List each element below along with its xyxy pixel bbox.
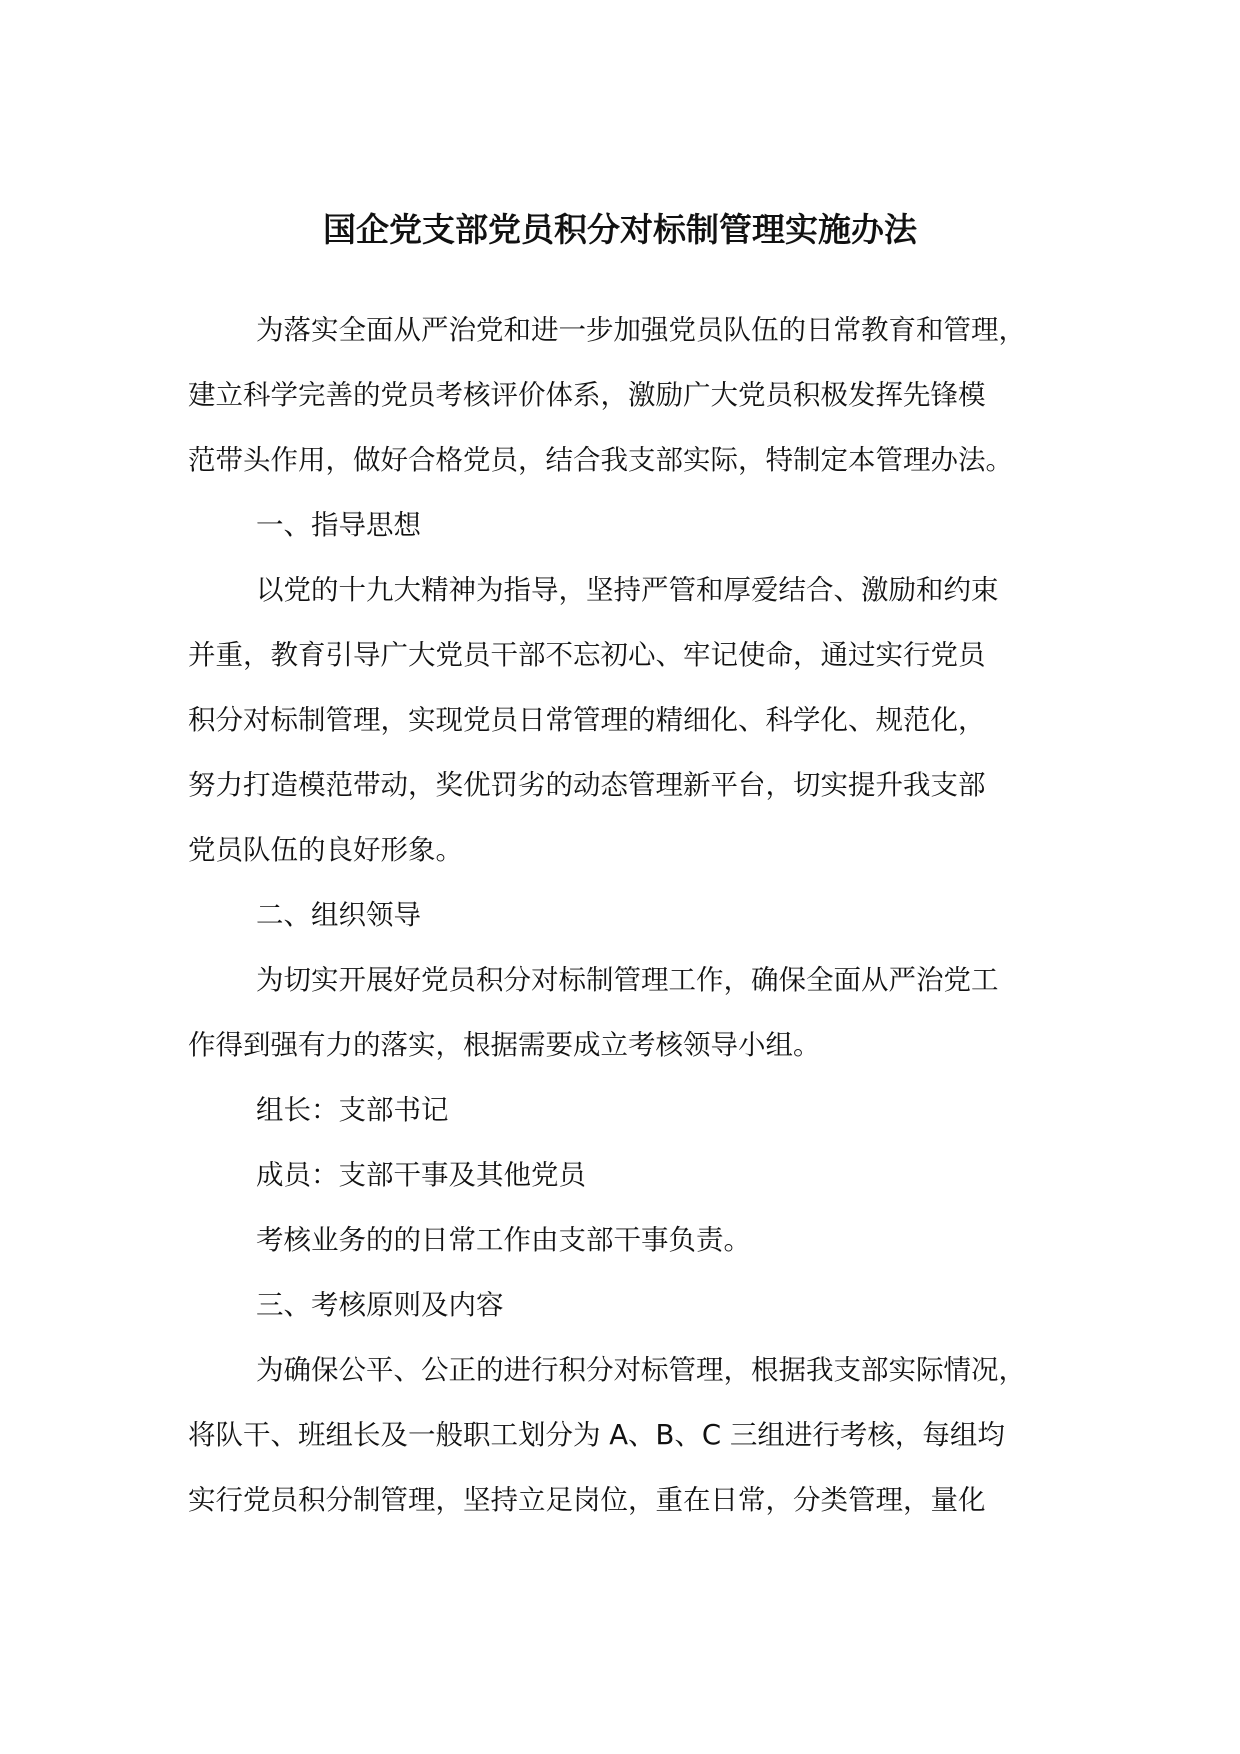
paragraph-line: 积分对标制管理，实现党员日常管理的精细化、科学化、规范化， xyxy=(188,704,986,736)
paragraph-line: 建立科学完善的党员考核评价体系，激励广大党员积极发挥先锋模 xyxy=(188,379,986,411)
paragraph-line: 党员队伍的良好形象。 xyxy=(188,834,463,866)
paragraph-line: 以党的十九大精神为指导，坚持严管和厚爱结合、激励和约束 xyxy=(256,574,999,606)
paragraph-line: 努力打造模范带动，奖优罚劣的动态管理新平台，切实提升我支部 xyxy=(188,769,986,801)
paragraph-line: 组长：支部书记 xyxy=(256,1094,449,1126)
paragraph-line: 将队干、班组长及一般职工划分为 A、B、C 三组进行考核，每组均 xyxy=(188,1419,1005,1451)
paragraph-line: 为落实全面从严治党和进一步加强党员队伍的日常教育和管理， xyxy=(256,314,1026,346)
paragraph-line: 范带头作用，做好合格党员，结合我支部实际，特制定本管理办法。 xyxy=(188,444,1013,476)
paragraph-line: 并重，教育引导广大党员干部不忘初心、牢记使命，通过实行党员 xyxy=(188,639,986,671)
paragraph-line: 作得到强有力的落实，根据需要成立考核领导小组。 xyxy=(188,1029,821,1061)
paragraph-line: 考核业务的的日常工作由支部干事负责。 xyxy=(256,1224,751,1256)
paragraph-line: 成员：支部干事及其他党员 xyxy=(256,1159,586,1191)
document-title: 国企党支部党员积分对标制管理实施办法 xyxy=(323,210,917,249)
section-heading: 一、指导思想 xyxy=(256,509,421,541)
paragraph-line: 为切实开展好党员积分对标制管理工作，确保全面从严治党工 xyxy=(256,964,999,996)
section-heading: 三、考核原则及内容 xyxy=(256,1289,504,1321)
paragraph-line: 实行党员积分制管理，坚持立足岗位，重在日常，分类管理，量化 xyxy=(188,1484,986,1516)
section-heading: 二、组织领导 xyxy=(256,899,421,931)
paragraph-line: 为确保公平、公正的进行积分对标管理，根据我支部实际情况， xyxy=(256,1354,1026,1386)
